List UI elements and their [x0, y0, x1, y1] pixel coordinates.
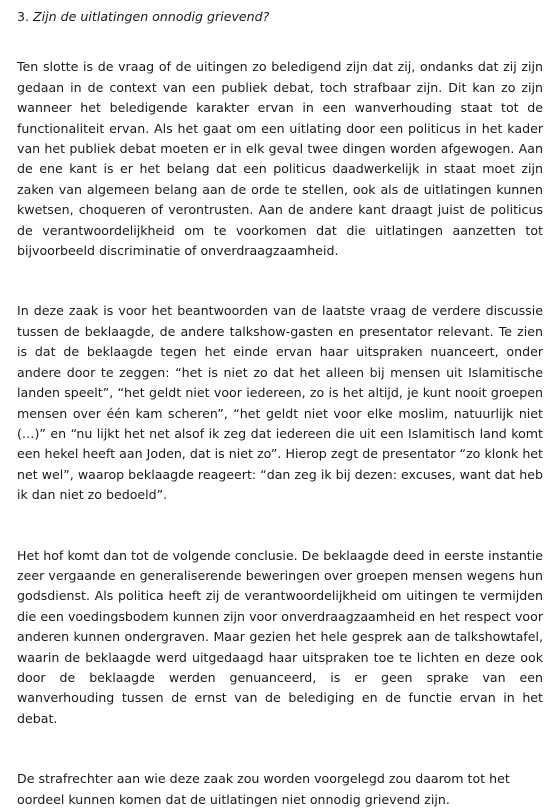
section-title: Zijn de uitlatingen onnodig grievend?	[33, 9, 270, 24]
paragraph-court-conclusion: Het hof komt dan tot de volgende conclusie. De beklaagde deed in eerste instantie zeer vergaande en generaliserende beweringen over groepen mensen wegens hun godsdienst. Als politica heeft zij de verantwoordelijkheid om uitingen te vermijden die een voedingsbodem kunnen zijn voor onverdraagzaamheid en het respect voor anderen kunnen ondergraven. Maar gezien het hele gesprek aan de talkshowtafel, waarin de beklaagde werd uitgedaagd haar uitspraken toe te lichten en deze ook door de beklaagde werden genuanceerd, is er geen sprake van een wanverhouding tussen de ernst van de belediging en de functie ervan in het debat.	[17, 547, 543, 726]
paragraph-balancing-test: Ten slotte is de vraag of de uitingen zo beledigend zijn dat zij, ondanks dat zij zijn gedaan in de context van een publiek debat, toch strafbaar zijn. Dit kan zo zijn wanneer het beledigende karakter ervan in een wanverhouding staat tot de functionaliteit ervan. Als het gaat om een uitlating door een politicus in het kader van het publiek debat moeten er in elk geval twee dingen worden afgewogen. Aan de ene kant is er het belang dat een politicus daadwerkelijk in staat moet zijn zaken van algemeen belang aan de orde te stellen, ook als de uitlatingen kunnen kwetsen, choqueren of verontrusten. Aan de andere kant draagt juist de politicus de verantwoordelijkheid om te voorkomen dat die uitlatingen aanzetten tot bijvoorbeeld discriminatie of onverdraagzaamheid.	[17, 59, 543, 259]
paragraph-talkshow-discussion: In deze zaak is voor het beantwoorden van de laatste vraag de verdere discussie tussen de beklaagde, de andere talkshow-gasten en presentator relevant. Te zien is dat de beklaagde tegen het einde ervan haar uitspraken nuanceert, onder andere door te zeggen: “het is niet zo dat het alleen bij mensen uit Islamitische landen speelt”, “het geldt niet voor iedereen, zo is het altijd, je kunt nooit groepen mensen over één kam scheren”, “het geldt niet voor elke moslim, natuurlijk niet (…)” en “nu lijkt het net alsof ik zeg dat iedereen die uit een Islamitisch land komt een hekel heeft aan Joden, dat is niet zo”. Hierop zegt de presentator “zo klonk het net wel”, waarop beklaagde reageert: “dan zeg ik bij dezen: excuses, want dat heb ik dan niet zo bedoeld”.	[17, 303, 543, 503]
section-number: 3.	[17, 9, 30, 24]
paragraph-final-judgment: De strafrechter aan wie deze zaak zou worden voorgelegd zou daarom tot het oordeel kunnen komen dat de uitlatingen niet onnodig grievend zijn.	[17, 771, 510, 807]
section-heading	[17, 7, 543, 27]
document-body	[17, 7, 543, 810]
